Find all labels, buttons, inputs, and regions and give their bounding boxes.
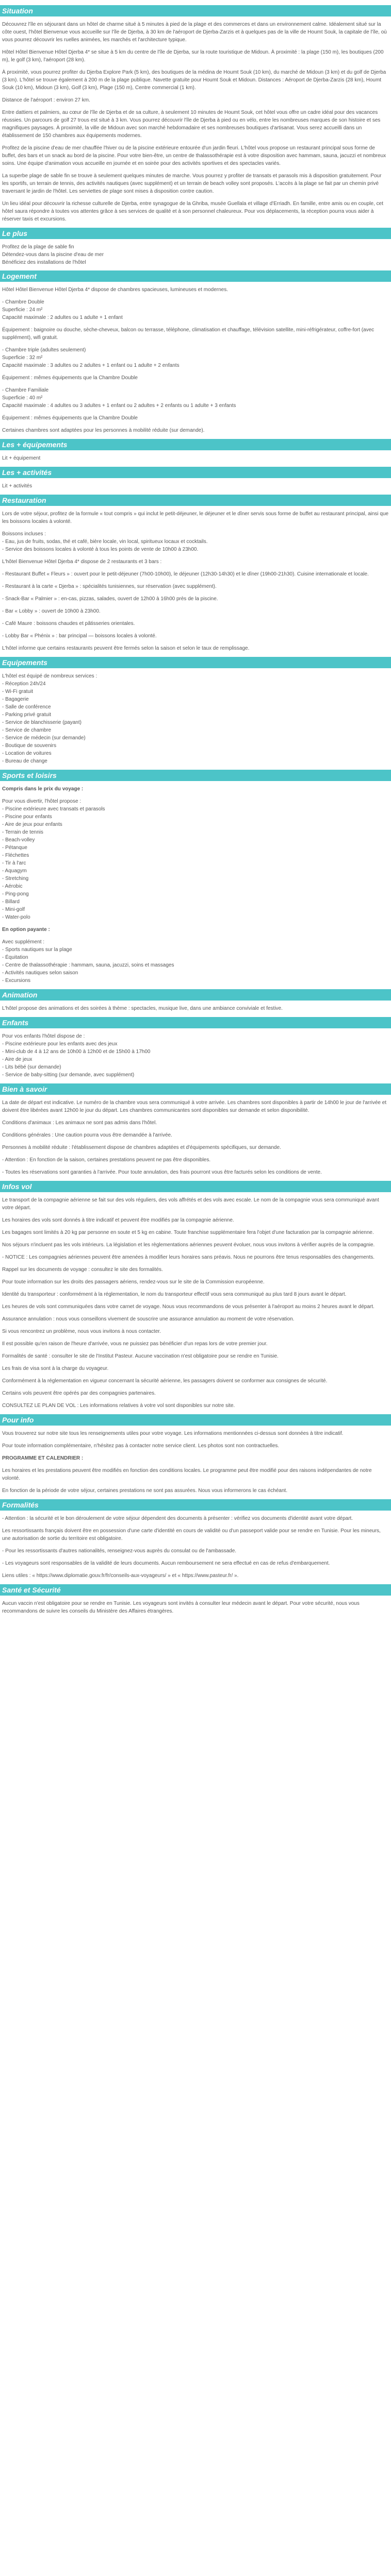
section-title: Situation	[0, 5, 391, 16]
paragraph: - Attention : la sécurité et le bon déroulement de votre séjour dépendent des documents à présenter : vérifiez vos documents d'identité avant votre départ.	[2, 1516, 353, 1521]
paragraph: L'hôtel informe que certains restaurants peuvent être fermés selon la saison et selon le taux de remplissage.	[2, 646, 250, 651]
paragraph: Pour vos enfants l'hôtel dispose de : - Piscine extérieure pour les enfants avec des jeux - Mini-club de 4 à 12 ans de 10h00 à 12h00 et de 15h00 à 17h00 - Aire de jeux - Lits bébé (sur demande) - Service de baby-sitting (sur demande, avec supplément)	[2, 1033, 151, 1078]
paragraph: Rappel sur les documents de voyage : consultez le site des formalités.	[2, 1267, 163, 1273]
section-body	[0, 1600, 391, 1615]
paragraph: - Chambre Familiale Superficie : 40 m² Capacité maximale : 4 adultes ou 3 adultes + 1 enfant ou 2 adultes + 2 enfants ou 1 adulte + 3 enfants	[2, 387, 236, 409]
list-item: Bénéficiez des installations de l'hôtel	[2, 260, 86, 265]
paragraph: Formalités de santé : consulter le site de l'Institut Pasteur. Aucune vaccination n'est obligatoire pour se rendre en Tunisie.	[2, 1353, 279, 1359]
paragraph: Lors de votre séjour, profitez de la formule « tout compris » qui inclut le petit-déjeuner, le déjeuner et le dîner servis sous forme de buffet au restaurant principal, ainsi que les boissons locales à volonté.	[2, 511, 389, 524]
paragraph: Avec supplément : - Sports nautiques sur la plage - Équitation - Centre de thalassothérapie : hammam, sauna, jacuzzi, soins et massages - Activités nautiques selon saison - Excursions	[2, 939, 174, 984]
paragraph: - NOTICE : Les compagnies aériennes peuvent être amenées à modifier leurs horaires sans préavis. Nous ne pourrons être tenus responsables des changements.	[2, 1255, 375, 1260]
section-title: Pour info	[0, 1414, 391, 1426]
section-equipements	[0, 657, 391, 765]
section-sports-loisirs	[0, 770, 391, 985]
paragraph: Lit + équipement	[2, 455, 41, 461]
section-pour-info	[0, 1414, 391, 1495]
paragraph: Certaines chambres sont adaptées pour les personnes à mobilité réduite (sur demande).	[2, 428, 205, 433]
bullet-list	[2, 243, 389, 266]
section-activites-plus	[0, 467, 391, 490]
section-formalites	[0, 1499, 391, 1580]
section-title: Formalités	[0, 1499, 391, 1511]
paragraph: Nos séjours n'incluent pas les vols intérieurs. La législation et les règlementations aériennes peuvent évoluer, nous vous invitons à vérifier auprès de la compagnie.	[2, 1242, 375, 1248]
section-bien-a-savoir	[0, 1083, 391, 1176]
paragraph: Pour toute information complémentaire, n'hésitez pas à contacter notre service client. Les photos sont non contractuelles.	[2, 1443, 280, 1449]
list-item: Détendez-vous dans la piscine d'eau de mer	[2, 252, 104, 258]
paragraph: Aucun vaccin n'est obligatoire pour se rendre en Tunisie. Les voyageurs sont invités à consulter leur médecin avant le départ. Pour votre sécurité, nous vous recommandons de suivre les conseils du Ministère des Affaires étrangères.	[2, 1601, 360, 1614]
section-title: Enfants	[0, 1017, 391, 1028]
paragraph: Profitez de la piscine d'eau de mer chauffée l'hiver ou de la piscine extérieure entourée d'un jardin fleuri. L'hôtel vous propose un restaurant principal sous forme de buffet, des bars et un snack au bord de la piscine. Pour votre bien-être, un centre de thalassothérapie est à votre disposition avec hammam, sauna, jacuzzi et nombreux soins. Une équipe d'animation vous accueille en journée et en soirée pour des activités sportives et des spectacles variés.	[2, 145, 386, 166]
paragraph: L'hôtel est équipé de nombreux services : - Réception 24h/24 - Wi-Fi gratuit - Bagagerie - Salle de conférence - Parking privé gratuit - Service de blanchisserie (payant) - Service de chambre - Service de médecin (sur demande) - Boutique de souvenirs - Location de voitures - Bureau de change	[2, 673, 97, 764]
section-title: Restauration	[0, 495, 391, 506]
section-title: Santé et Sécurité	[0, 1584, 391, 1596]
paragraph: En option payante :	[2, 927, 50, 933]
paragraph: PROGRAMME ET CALENDRIER :	[2, 1455, 84, 1461]
paragraph: Liens utiles : « https://www.diplomatie.gouv.fr/fr/conseils-aux-voyageurs/ » et « https://www.pasteur.fr/ ».	[2, 1573, 239, 1579]
paragraph: Pour toute information sur les droits des passagers aériens, rendez-vous sur le site de la Commission européenne.	[2, 1279, 265, 1285]
list-item: Profitez de la plage de sable fin	[2, 244, 74, 250]
section-body	[0, 482, 391, 490]
section-title: Animation	[0, 989, 391, 1001]
section-situation	[0, 5, 391, 223]
section-animation	[0, 989, 391, 1012]
paragraph: Les horaires des vols sont donnés à titre indicatif et peuvent être modifiés par la compagnie aérienne.	[2, 1217, 234, 1223]
paragraph: - Café Maure : boissons chaudes et pâtisseries orientales.	[2, 621, 135, 626]
paragraph: Hôtel Hôtel Bienvenue Hôtel Djerba 4* dispose de chambres spacieuses, lumineuses et modernes.	[2, 287, 229, 293]
paragraph: Vous trouverez sur notre site tous les renseignements utiles pour votre voyage. Les informations mentionnées ci-dessus sont données à titre indicatif.	[2, 1431, 344, 1436]
section-title: Logement	[0, 270, 391, 282]
paragraph: - Chambre triple (adultes seulement) Superficie : 32 m² Capacité maximale : 3 adultes ou 2 adultes + 1 enfant ou 1 adulte + 2 enfants	[2, 347, 180, 368]
paragraph: - Attention : En fonction de la saison, certaines prestations peuvent ne pas être disponibles.	[2, 1157, 211, 1163]
paragraph: Entre dattiers et palmiers, au cœur de l'île de Djerba et de sa culture, à seulement 10 minutes de Houmt Souk, cet hôtel vous offre un cadre idéal pour des vacances réussies. Un parcours de golf 27 trous est situé à 3 km. Vous pourrez découvrir l'île de Djerba à pied ou en vélo, entre les nombreuses marques de son histoire et ses magnifiques paysages. À proximité, la ville de Midoun avec son marché hebdomadaire et ses nombreuses boutiques d'artisanat. Vous serez accueilli dans un établissement de 150 chambres aux équipements modernes.	[2, 110, 381, 139]
paragraph: - Restaurant Buffet « Fleurs » : ouvert pour le petit-déjeuner (7h00-10h00), le déjeuner (12h30-14h30) et le dîner (19h00-21h30). Cuisine internationale et locale.	[2, 571, 369, 577]
paragraph: Les heures de vols sont communiquées dans votre carnet de voyage. Nous vous recommandons de vous présenter à l'aéroport au moins 2 heures avant le départ.	[2, 1304, 374, 1310]
section-body	[0, 21, 391, 223]
paragraph: - Bar « Lobby » : ouvert de 10h00 à 23h00.	[2, 608, 101, 614]
section-body	[0, 1515, 391, 1580]
section-le-plus	[0, 228, 391, 266]
paragraph: Équipement : mêmes équipements que la Chambre Double	[2, 375, 138, 381]
section-body	[0, 1430, 391, 1495]
section-title: Les + équipements	[0, 439, 391, 450]
paragraph: Équipement : mêmes équipements que la Chambre Double	[2, 415, 138, 421]
section-title: Les + activités	[0, 467, 391, 478]
paragraph: Compris dans le prix du voyage :	[2, 786, 84, 792]
paragraph: Assurance annulation : nous vous conseillons vivement de souscrire une assurance annulation au moment de votre réservation.	[2, 1316, 295, 1322]
paragraph: Conditions générales : Une caution pourra vous être demandée à l'arrivée.	[2, 1132, 172, 1138]
section-body	[0, 785, 391, 985]
section-sante-securite	[0, 1584, 391, 1615]
section-body	[0, 672, 391, 765]
paragraph: Hôtel Hôtel Bienvenue Hôtel Djerba 4* se situe à 5 km du centre de l'île de Djerba, sur la route touristique de Midoun. À proximité : la plage (150 m), les boutiques (200 m), le golf (3 km), l'aéroport (28 km).	[2, 49, 384, 63]
paragraph: CONSULTEZ LE PLAN DE VOL : Les informations relatives à votre vol sont disponibles sur notre site.	[2, 1403, 235, 1409]
paragraph: L'hôtel propose des animations et des soirées à thème : spectacles, musique live, dans une ambiance conviviale et festive.	[2, 1006, 283, 1011]
section-body	[0, 286, 391, 434]
section-body	[0, 1005, 391, 1012]
section-equipements-plus	[0, 439, 391, 462]
paragraph: Les bagages sont limités à 20 kg par personne en soute et 5 kg en cabine. Toute franchise supplémentaire fera l'objet d'une facturation par la compagnie aérienne.	[2, 1230, 374, 1235]
section-body	[0, 1196, 391, 1410]
paragraph: Identité du transporteur : conformément à la réglementation, le nom du transporteur effectif vous sera communiqué au plus tard 8 jours avant le départ.	[2, 1292, 347, 1297]
paragraph: La superbe plage de sable fin se trouve à seulement quelques minutes de marche. Vous pourrez y profiter de transats et parasols mis à disposition gratuitement. Pour les sportifs, un terrain de tennis, des activités nautiques (avec supplément) et un terrain de beach volley sont proposés. L'accès à la plage se fait par un chemin privé traversant le jardin de l'hôtel. Les serviettes de plage sont mises à disposition contre caution.	[2, 173, 382, 194]
paragraph: Conditions d'animaux : Les animaux ne sont pas admis dans l'hôtel.	[2, 1120, 157, 1126]
paragraph: Si vous rencontrez un problème, nous vous invitons à nous contacter.	[2, 1329, 161, 1334]
paragraph: Les horaires et les prestations peuvent être modifiés en fonction des conditions locales. Le programme peut être modifié pour des raisons indépendantes de notre volonté.	[2, 1468, 372, 1481]
section-restauration	[0, 495, 391, 652]
paragraph: Conformément à la réglementation en vigueur concernant la sécurité aérienne, les passagers doivent se conformer aux consignes de sécurité.	[2, 1378, 328, 1384]
paragraph: Boissons incluses : - Eau, jus de fruits, sodas, thé et café, bière locale, vin local, spiritueux locaux et cocktails. - Service des boissons locales à volonté à tous les points de vente de 10h00 à 23h00.	[2, 531, 208, 552]
paragraph: Équipement : baignoire ou douche, sèche-cheveux, balcon ou terrasse, téléphone, climatisation et chauffage, télévision satellite, mini-réfrigérateur, coffre-fort (avec supplément), wifi gratuit.	[2, 327, 374, 341]
paragraph: - Restaurant à la carte « Djerba » : spécialités tunisiennes, sur réservation (avec supplément).	[2, 584, 217, 589]
paragraph: - Pour les ressortissants d'autres nationalités, renseignez-vous auprès du consulat ou de l'ambassade.	[2, 1548, 237, 1554]
section-body	[0, 243, 391, 266]
section-body	[0, 1099, 391, 1176]
section-title: Bien à savoir	[0, 1083, 391, 1095]
section-title: Equipements	[0, 657, 391, 668]
section-body	[0, 510, 391, 652]
paragraph: L'hôtel Bienvenue Hôtel Djerba 4* dispose de 2 restaurants et 3 bars :	[2, 559, 162, 565]
section-title: Sports et loisirs	[0, 770, 391, 781]
paragraph: Il est possible qu'en raison de l'heure d'arrivée, vous ne puissiez pas bénéficier d'un repas lors de votre premier jour.	[2, 1341, 268, 1347]
section-title: Le plus	[0, 228, 391, 239]
paragraph: - Chambre Double Superficie : 24 m² Capacité maximale : 2 adultes ou 1 adulte + 1 enfant	[2, 299, 123, 320]
paragraph: En fonction de la période de votre séjour, certaines prestations ne sont pas assurées. Nous vous informerons le cas échéant.	[2, 1488, 288, 1494]
section-title: Infos vol	[0, 1181, 391, 1192]
paragraph: Le transport de la compagnie aérienne se fait sur des vols réguliers, des vols affrétés et des vols avec escale. Le nom de la compagnie vous sera communiqué avant votre départ.	[2, 1197, 379, 1211]
paragraph: - Snack-Bar « Palmier » : en-cas, pizzas, salades, ouvert de 12h00 à 16h00 près de la piscine.	[2, 596, 218, 602]
section-body	[0, 1032, 391, 1079]
paragraph: Les frais de visa sont à la charge du voyageur.	[2, 1366, 109, 1371]
paragraph: Personnes à mobilité réduite : l'établissement dispose de chambres adaptées et d'équipements spécifiques, sur demande.	[2, 1145, 281, 1150]
paragraph: La date de départ est indicative. Le numéro de la chambre vous sera communiqué à votre arrivée. Les chambres sont disponibles à partir de 14h00 le jour de l'arrivée et doivent être libérées avant 12h00 le jour du départ. Les chambres communicantes sont disponibles sur demande et selon disponibilité.	[2, 1100, 387, 1113]
paragraph: Lit + activités	[2, 483, 32, 489]
paragraph: Distance de l'aéroport : environ 27 km.	[2, 97, 90, 103]
paragraph: - Lobby Bar « Phénix » : bar principal — boissons locales à volonté.	[2, 633, 157, 639]
paragraph: Découvrez l'île en séjourant dans un hôtel de charme situé à 5 minutes à pied de la plage et des commerces et dans un environnement calme. Idéalement situé sur la côte ouest, l'hôtel Bienvenue vous accueille sur l'île de Djerba, à 30 km de l'aéroport de Djerba-Zarzis et à quelques pas de la ville de Houmt Souk, la capitale de l'île, où vous pourrez découvrir les ruelles animées, les marchés et l'architecture typique.	[2, 22, 387, 43]
section-logement	[0, 270, 391, 434]
paragraph: Un lieu idéal pour découvrir la richesse culturelle de Djerba, entre synagogue de la Ghriba, musée Guellala et village d'Erriadh. En famille, entre amis ou en couple, cet hôtel saura répondre à toutes vos attentes grâce à ses services de qualité et à son personnel chaleureux. Pour vos déplacements, la réception pourra vous aider à réserver taxis et excursions.	[2, 201, 383, 222]
paragraph: - Toutes les réservations sont garanties à l'arrivée. Pour toute annulation, des frais pourront vous être facturés selon les conditions de vente.	[2, 1170, 322, 1175]
paragraph: - Les voyageurs sont responsables de la validité de leurs documents. Aucun remboursement ne sera effectué en cas de refus d'embarquement.	[2, 1561, 330, 1566]
section-enfants	[0, 1017, 391, 1079]
section-body	[0, 454, 391, 462]
section-infos-vol	[0, 1181, 391, 1410]
paragraph: À proximité, vous pourrez profiter du Djerba Explore Park (5 km), des boutiques de la médina de Houmt Souk (10 km), du marché de Midoun (3 km) et du golf de Djerba (3 km). L'hôtel se trouve également à 200 m de la plage publique. Navette gratuite pour Houmt Souk et Midoun. Distances : Aéroport de Djerba-Zarzis (28 km), Houmt Souk (10 km), Midoun (3 km), Golf (3 km), Plage (150 m), Centre commercial (1 km).	[2, 70, 386, 91]
paragraph: Pour vous divertir, l'hôtel propose : - Piscine extérieure avec transats et parasols - Piscine pour enfants - Aire de jeux pour enfants - Terrain de tennis - Beach-volley - Pétanque - Fléchettes - Tir à l'arc - Aquagym - Stretching - Aérobic - Ping-pong - Billard - Mini-golf - Water-polo	[2, 799, 105, 920]
paragraph: Les ressortissants français doivent être en possession d'une carte d'identité en cours de validité ou d'un passeport valide pour se rendre en Tunisie. Pour les mineurs, une autorisation de sortie du territoire est obligatoire.	[2, 1528, 381, 1541]
paragraph: Certains vols peuvent être opérés par des compagnies partenaires.	[2, 1391, 156, 1396]
